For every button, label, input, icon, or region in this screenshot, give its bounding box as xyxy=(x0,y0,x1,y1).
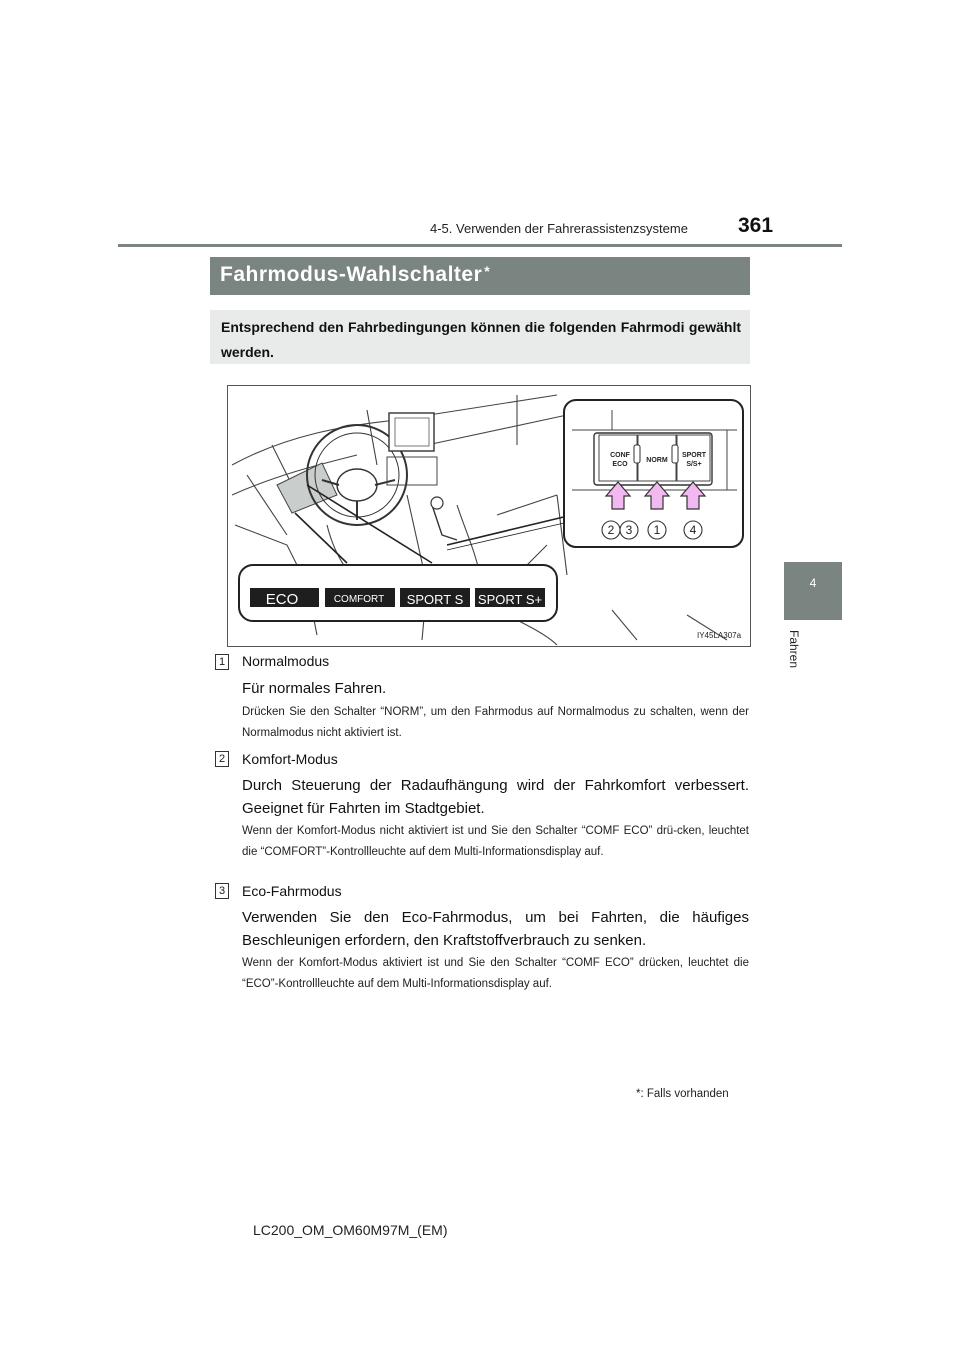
header-rule xyxy=(118,244,842,247)
intro-text: Entsprechend den Fahrbedingungen können die folgenden Fahrmodi gewählt werden. xyxy=(221,319,741,360)
section-title xyxy=(220,263,490,287)
chapter-label: Fahren xyxy=(787,630,801,669)
running-header-section: 4-5. Verwenden der Fahrerassistenzsysteme xyxy=(430,221,688,236)
item-number-3: 3 xyxy=(215,883,229,899)
item-number-2: 2 xyxy=(215,751,229,767)
item-title-normal: Normalmodus xyxy=(242,653,330,669)
optional-marker: * xyxy=(484,263,491,279)
item-note-normal: Drücken Sie den Schalter “NORM”, um den Fahrmodus auf Normalmodus zu schalten, wenn der Normalmodus nicht aktiviert ist. xyxy=(242,706,749,739)
sport-s-indicator: SPORT S xyxy=(406,592,464,607)
eco-indicator: ECO xyxy=(265,591,299,608)
sport-label-1: SPORT xyxy=(681,452,707,459)
item-title-comfort: Komfort-Modus xyxy=(242,751,338,767)
conf-eco-label-1: CONF xyxy=(610,452,630,459)
conf-eco-label-2: ECO xyxy=(612,461,628,468)
callout-1: 1 xyxy=(653,523,661,537)
chapter-tab xyxy=(784,562,842,620)
item-note-comfort: Wenn der Komfort-Modus nicht aktiviert ist und Sie den Schalter “COMF ECO” drü-cken, leuchtet die “COMFORT”-Kontrollleuchte auf dem Multi-Informationsdisplay auf. xyxy=(242,825,749,858)
comfort-indicator: COMFORT xyxy=(333,594,385,605)
norm-label: NORM xyxy=(646,457,668,464)
item-subtitle-comfort: Durch Steuerung der Radaufhängung wird der Fahrkomfort verbessert. Geeignet für Fahrten im Stadtgebiet. xyxy=(242,777,749,817)
page-number: 361 xyxy=(738,214,774,237)
item-subtitle-eco: Verwenden Sie den Eco-Fahrmodus, um bei Fahrten, die häufiges Beschleunigen erfordern, den Kraftstoffverbrauch zu senken. xyxy=(242,909,749,949)
dashboard-illustration xyxy=(227,385,751,647)
sport-label-2: S/S+ xyxy=(686,461,702,468)
item-title-eco: Eco-Fahrmodus xyxy=(242,883,342,899)
footnote xyxy=(636,1088,729,1100)
callout-3: 3 xyxy=(625,523,633,537)
item-number-1: 1 xyxy=(215,654,229,670)
figure-code: IY45LA307a xyxy=(697,631,742,640)
item-note-eco: Wenn der Komfort-Modus aktiviert ist und Sie den Schalter “COMF ECO” drücken, leuchtet die “ECO”-Kontrollleuchte auf dem Multi-Informationsdisplay auf. xyxy=(242,957,749,990)
callout-2: 2 xyxy=(607,523,615,537)
document-code: LC200_OM_OM60M97M_(EM) xyxy=(253,1222,448,1238)
item-subtitle-normal: Für normales Fahren. xyxy=(242,680,387,697)
section-title-text: Fahrmodus-Wahlschalter xyxy=(220,263,483,286)
footnote-text: : Falls vorhanden xyxy=(640,1088,729,1100)
sport-s-plus-indicator: SPORT S+ xyxy=(477,592,543,607)
callout-4: 4 xyxy=(689,523,697,537)
dashboard-drawing xyxy=(227,385,751,647)
footnote-marker: * xyxy=(636,1088,641,1100)
chapter-number: 4 xyxy=(809,576,817,590)
